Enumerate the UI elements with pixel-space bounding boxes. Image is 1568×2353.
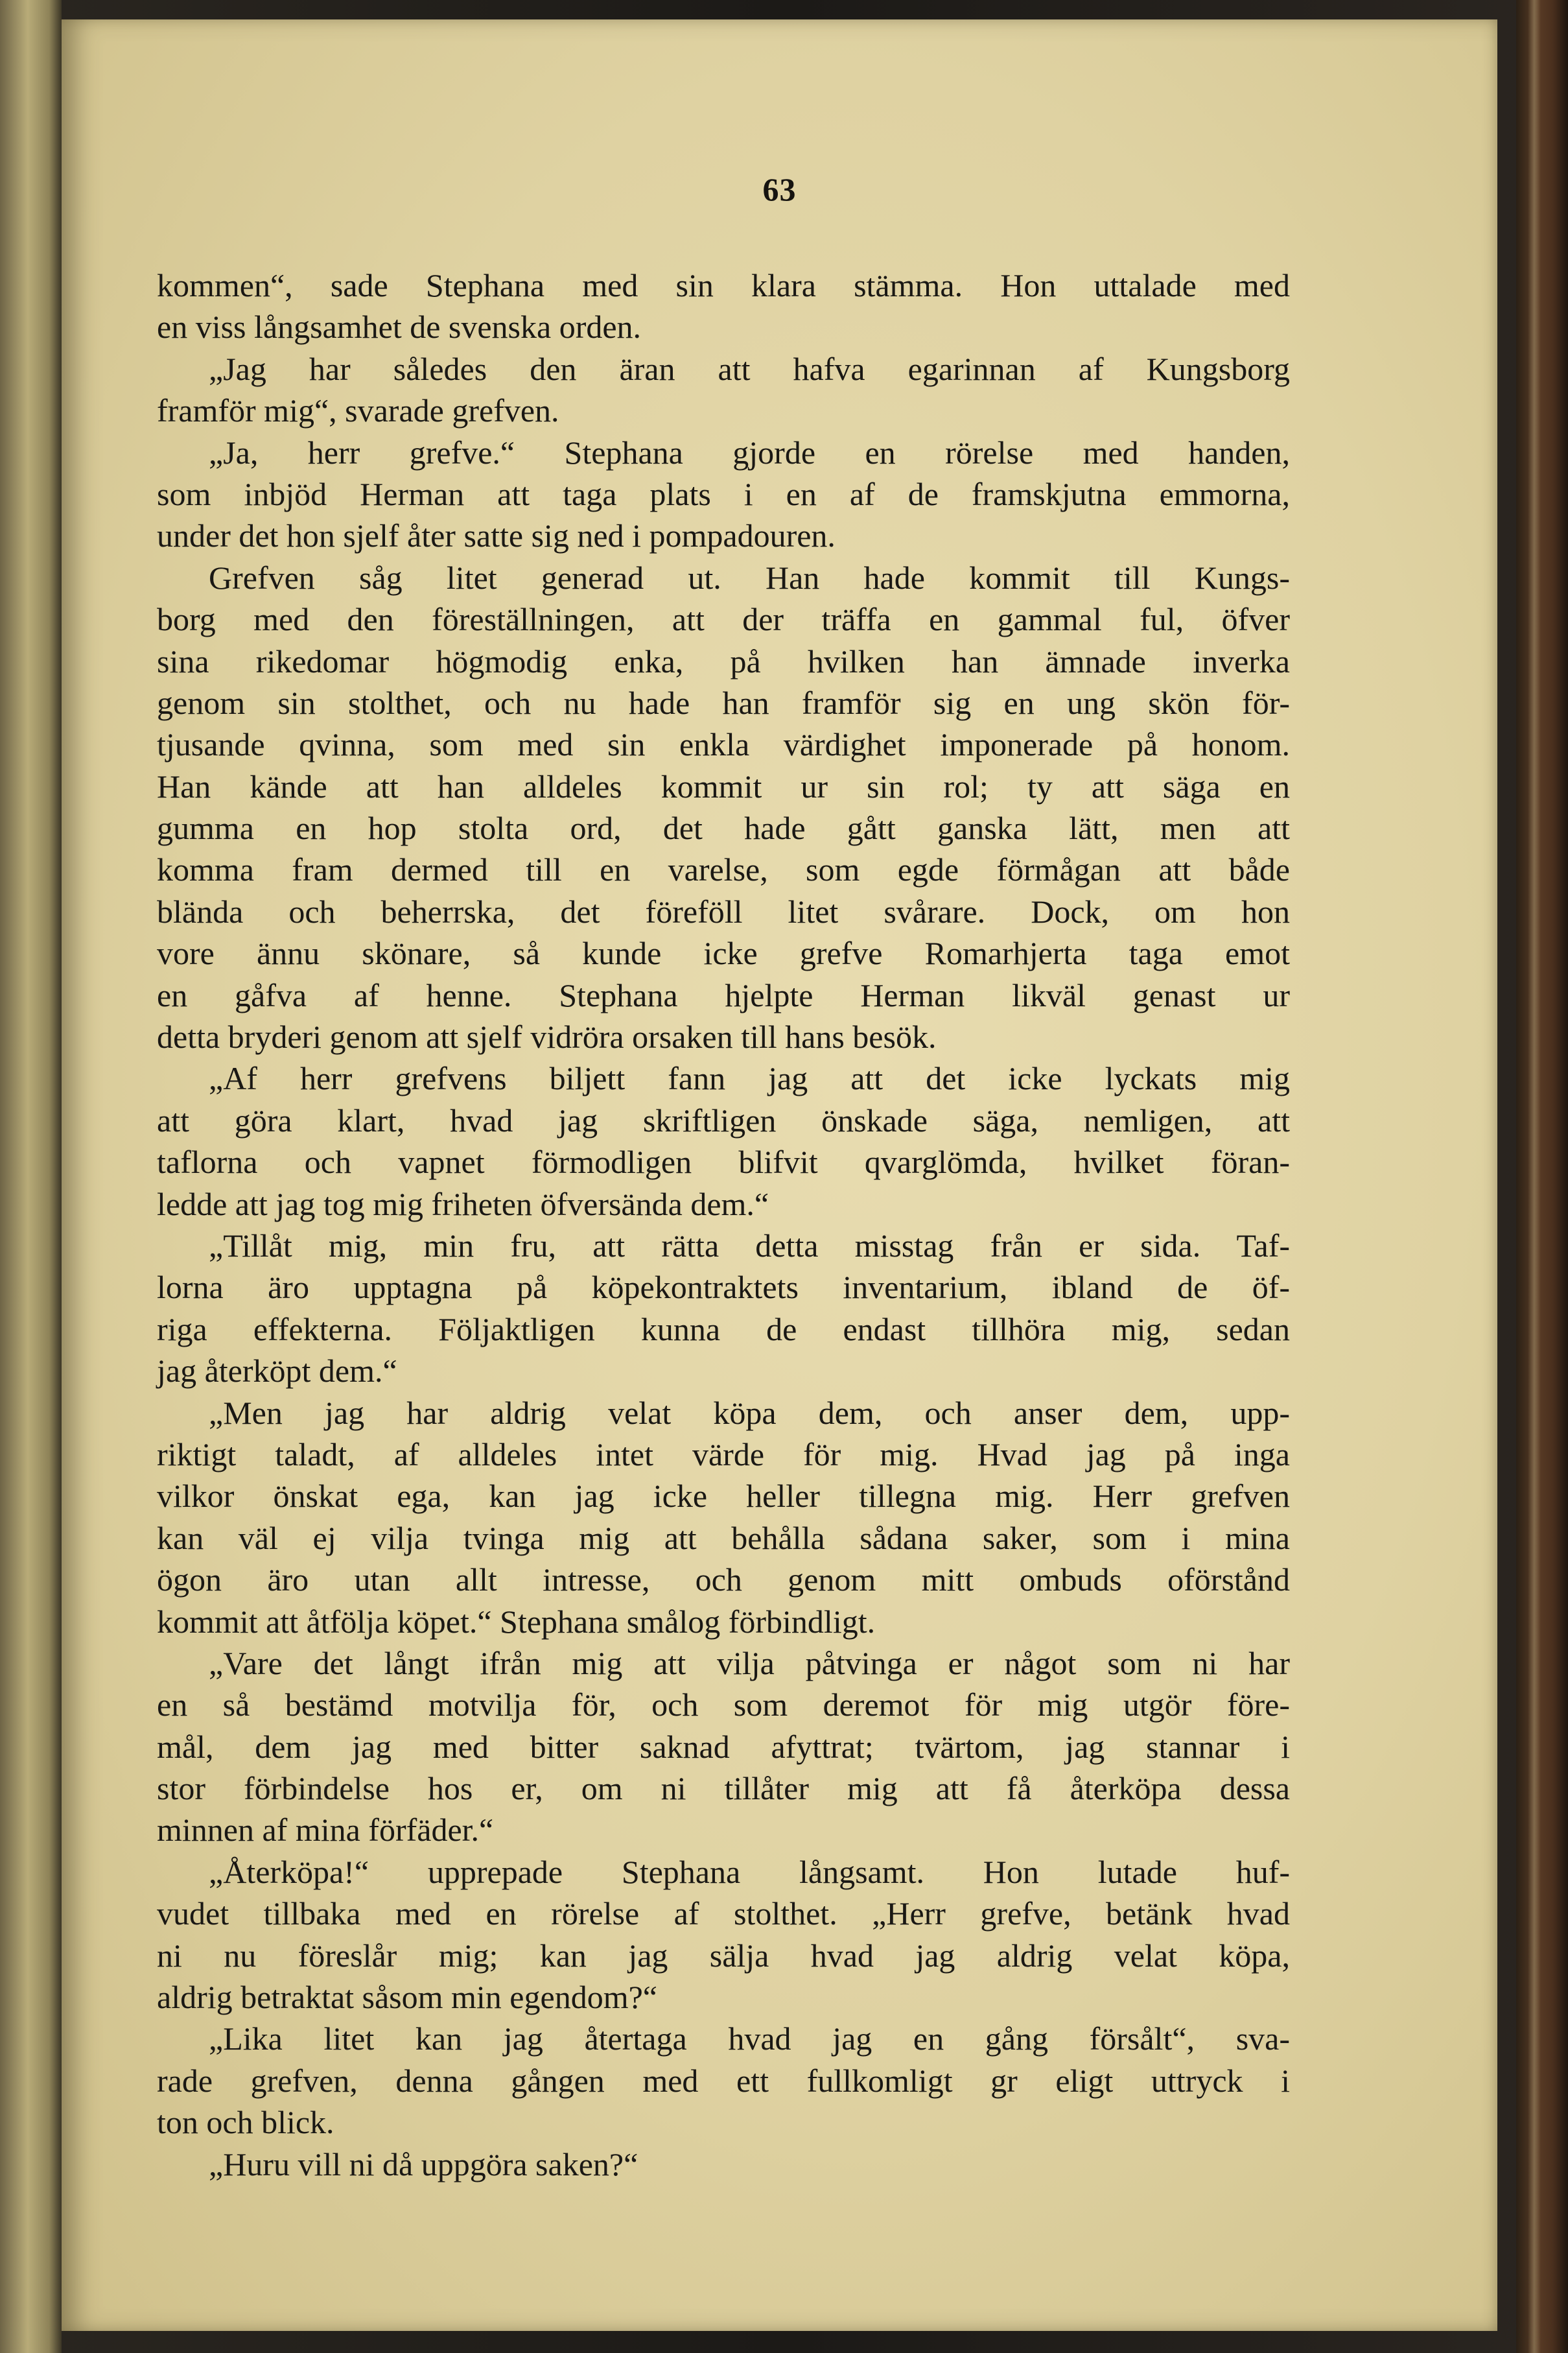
text-line: „Jag har således den äran att hafva egarinnan af Kungsborg: [209, 350, 1290, 387]
text-line: blända och beherrska, det föreföll litet svårare. Dock, om hon: [157, 893, 1290, 930]
text-line: „Lika litet kan jag återtaga hvad jag en gång försålt“, sva-: [209, 2020, 1290, 2057]
text-line: „Men jag har aldrig velat köpa dem, och anser dem, upp-: [209, 1394, 1290, 1431]
text-line: jag återköpt dem.“: [157, 1353, 397, 1389]
text-line: Han kände att han alldeles kommit ur sin rol; ty att säga en: [157, 768, 1290, 805]
text-line: gumma en hop stolta ord, det hade gått ganska lätt, men att: [157, 810, 1290, 847]
text-line: tjusande qvinna, som med sin enkla värdighet imponerade på honom.: [157, 726, 1290, 763]
text-line: Grefven såg litet generad ut. Han hade kommit till Kungs-: [209, 559, 1290, 596]
text-line: vudet tillbaka med en rörelse af stolthet. „Herr grefve, betänk hvad: [157, 1895, 1290, 1932]
text-line: en viss långsamhet de svenska orden.: [157, 309, 642, 346]
text-line: borg med den föreställningen, att der träffa en gammal ful, öfver: [157, 601, 1290, 638]
text-line: sina rikedomar högmodig enka, på hvilken han ämnade inverka: [157, 643, 1290, 680]
text-line: att göra klart, hvad jag skriftligen önskade säga, nemligen, att: [157, 1102, 1290, 1139]
text-line: vore ännu skönare, så kunde icke grefve Romarhjerta taga emot: [157, 935, 1290, 972]
text-line: mål, dem jag med bitter saknad afyttrat; tvärtom, jag stannar i: [157, 1728, 1290, 1765]
facing-page-edge: [0, 0, 62, 2353]
text-line: taflorna och vapnet förmodligen blifvit qvarglömda, hvilket föran-: [157, 1144, 1290, 1181]
text-line: „Återköpa!“ upprepade Stephana långsamt. Hon lutade huf-: [209, 1853, 1290, 1890]
text-line: kommen“, sade Stephana med sin klara stämma. Hon uttalade med: [157, 267, 1290, 303]
text-line: „Af herr grefvens biljett fann jag att det icke lyckats mig: [209, 1060, 1290, 1097]
text-line: „Ja, herr grefve.“ Stephana gjorde en rörelse med handen,: [209, 434, 1290, 471]
text-line: ögon äro utan allt intresse, och genom mitt ombuds oförstånd: [157, 1561, 1290, 1598]
text-line: minnen af mina förfäder.“: [157, 1812, 494, 1849]
text-line: aldrig betraktat såsom min egendom?“: [157, 1979, 657, 2016]
page-number: 63: [762, 171, 797, 207]
body-text: [157, 265, 1290, 2185]
text-line: som inbjöd Herman att taga plats i en af de framskjutna emmorna,: [157, 475, 1290, 512]
text-line: vilkor önskat ega, kan jag icke heller tillegna mig. Herr grefven: [157, 1478, 1290, 1515]
text-line: komma fram dermed till en varelse, som egde förmågan att både: [157, 851, 1290, 888]
text-line: „Vare det långt ifrån mig att vilja påtvinga er något som ni har: [209, 1644, 1290, 1681]
text-line: kommit att åtfölja köpet.“ Stephana smålog förbindligt.: [157, 1603, 876, 1640]
text-line: „Tillåt mig, min fru, att rätta detta misstag från er sida. Taf-: [209, 1227, 1290, 1264]
text-line: rade grefven, denna gången med ett fullkomligt gr eligt uttryck i: [157, 2062, 1290, 2099]
book-cover-edge: [1516, 0, 1568, 2353]
text-line: en gåfva af henne. Stephana hjelpte Herman likväl genast ur: [157, 976, 1290, 1013]
text-line: lorna äro upptagna på köpekontraktets inventarium, ibland de öf-: [157, 1269, 1290, 1306]
text-line: riga effekterna. Följaktligen kunna de endast tillhöra mig, sedan: [157, 1310, 1290, 1347]
text-line: kan väl ej vilja tvinga mig att behålla sådana saker, som i mina: [157, 1519, 1290, 1556]
text-line: ledde att jag tog mig friheten öfversända dem.“: [157, 1185, 769, 1222]
text-line: ni nu föreslår mig; kan jag sälja hvad jag aldrig velat köpa,: [157, 1937, 1290, 1974]
text-line: en så bestämd motvilja för, och som deremot för mig utgör före-: [157, 1686, 1290, 1723]
text-line: riktigt taladt, af alldeles intet värde för mig. Hvad jag på inga: [157, 1436, 1290, 1472]
text-line: detta bryderi genom att sjelf vidröra orsaken till hans besök.: [157, 1019, 937, 1056]
book-page: [62, 19, 1497, 2331]
text-line: genom sin stolthet, och nu hade han framför sig en ung skön för-: [157, 684, 1290, 721]
text-line: framför mig“, svarade grefven.: [157, 392, 559, 429]
text-line: „Huru vill ni då uppgöra saken?“: [209, 2146, 638, 2182]
text-line: under det hon sjelf åter satte sig ned i pompadouren.: [157, 517, 836, 554]
text-line: ton och blick.: [157, 2104, 334, 2141]
text-line: stor förbindelse hos er, om ni tillåter mig att få återköpa dessa: [157, 1770, 1290, 1807]
